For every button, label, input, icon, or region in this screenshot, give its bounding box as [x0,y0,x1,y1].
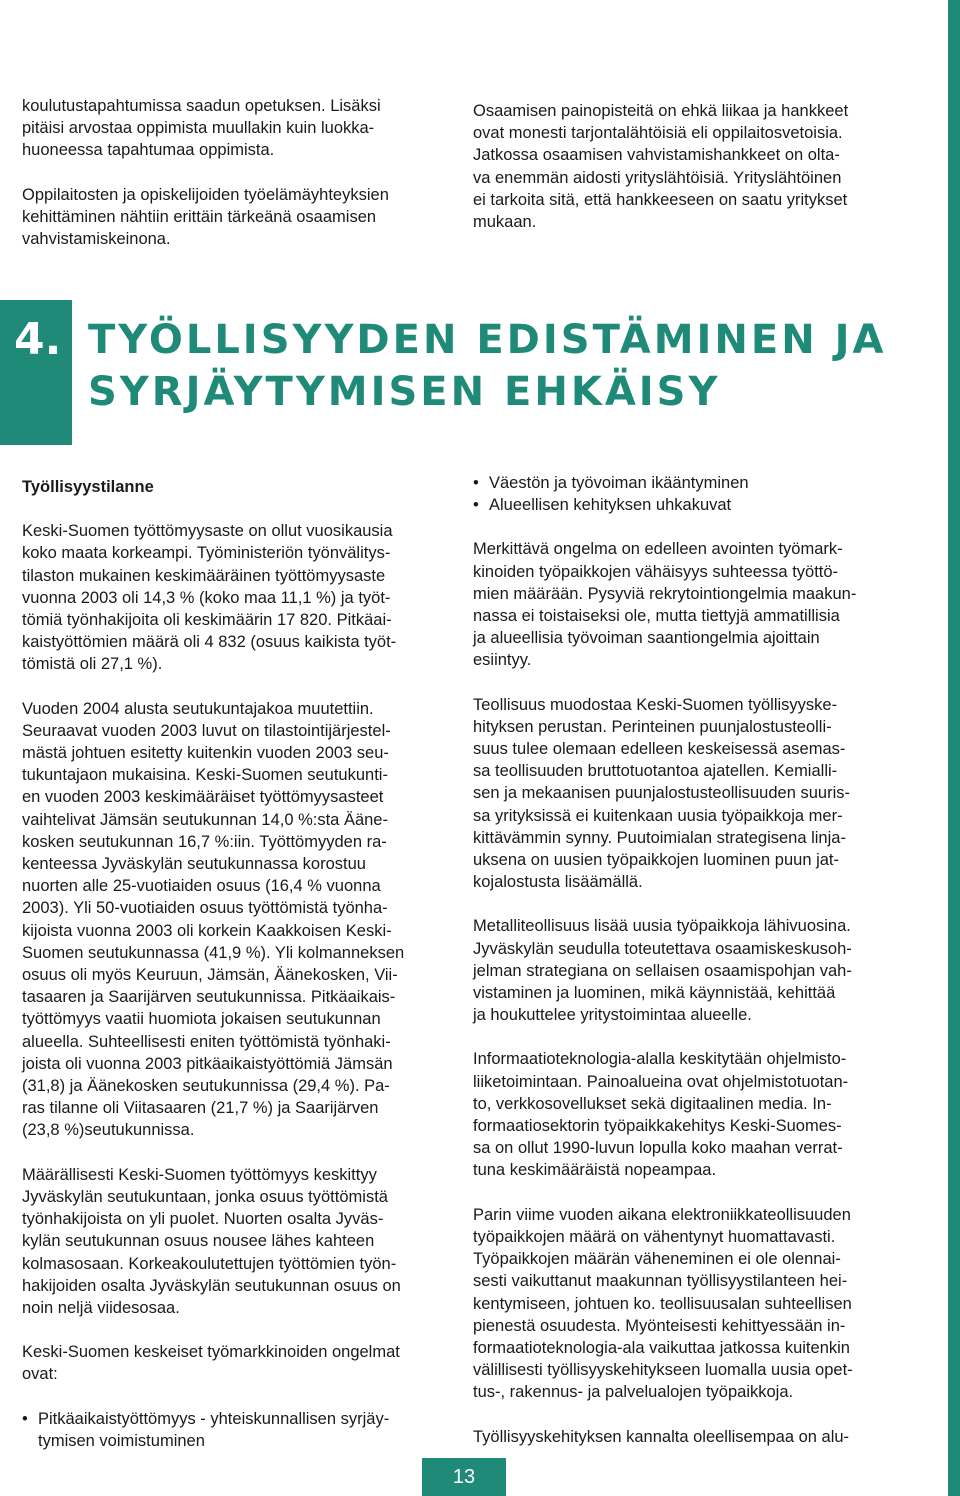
left-column [22,476,447,1452]
paragraph: Työllisyyskehityksen kannalta oleellisempaa on alu- [473,1427,850,1446]
paragraph: Merkittävä ongelma on edelleen avointen työmark- kinoiden työpaikkojen vähäisyys suhteessa työttö- mien määrään. Pysyviä rekrytointiongelmia maakun- nassa ei toistaiseksi ole, mutta tiettyjä ammatillisia ja alueellisia työvoiman saantiongelmia ajoittain esiintyy. [473,540,857,670]
paragraph: Metalliteollisuus lisää uusia työpaikkoja lähivuosina. Jyväskylän seudulla toteutettava osaamiskeskusoh- jelman strategiana on sellaisen osaamispohjan vah- vistaminen ja luominen, mikä käynnistää, kehittää ja houkuttelee yritystoimintaa alueelle. [473,917,852,1025]
section-title: TYÖLLISYYDEN EDISTÄMINEN JA SYRJÄYTYMISEN EHKÄISY [88,317,887,415]
paragraph: Informaatioteknologia-alalla keskitytään ohjelmisto- liiketoimintaan. Painoalueina ovat ohjelmistotuotan- to, verkkosovellukset sekä digitaalinen media. In- formaatiosektorin työpaikkakehitys Keski-Suomes- sa on ollut 1990-luvun lopulla koko maahan verrat- tuna keskimääräistä nopeampaa. [473,1050,849,1180]
paragraph: Osaamisen painopisteitä on ehkä liikaa ja hankkeet ovat monesti tarjontalähtöisiä eli oppilaitosvetoisia. Jatkossa osaamisen vahvistamishankkeet on olta- va enemmän aidosti yrityslähtöisiä. Yrityslähtöinen ei tarkoita sitä, että hankkeeseen on saatu yritykset mukaan. [473,102,849,232]
top-right-column [473,100,893,233]
page-number: 13 [422,1458,506,1496]
problem-list-continued [473,472,893,516]
paragraph: Määrällisesti Keski-Suomen työttömyys keskittyy Jyväskylän seutukuntaan, jonka osuus työttömistä työnhakijoista on yli puolet. Nuorten osalta Jyväs- kylän seutukunnan osuus nousee lähes kahteen kolmasosaan. Korkeakoulutettujen työttömien työn- hakijoiden osalta Jyväskylän seutukunnan osuus on noin neljä viidesosaa. [22,1165,401,1317]
paragraph: koulutustapahtumissa saadun opetuksen. Lisäksi pitäisi arvostaa oppimista muullakin kuin luokka- huoneessa tapahtumaa oppimista. [22,97,381,160]
paragraph: Oppilaitosten ja opiskelijoiden työelämäyhteyksien kehittäminen nähtiin erittäin tärkeänä osaamisen vahvistamiskeinona. [22,185,389,249]
problem-list [22,1408,447,1452]
section-heading [0,300,948,445]
paragraph: Keski-Suomen työttömyysaste on ollut vuosikausia koko maata korkeampi. Työministeriön työnvälitys- tilaston mukainen keskimääräinen työttömyysaste vuonna 2003 oli 14,3 % (koko maa 11,1 %) ja työt- tömiä työnhakijoita oli keskimäärin 17 820. Pitkäai- kaistyöttömien määrä oli 4 832 (osuus kaikista työt- tömistä oli 27,1 %). [22,522,397,674]
list-item: • Alueellisen kehityksen uhkakuvat [473,494,893,516]
list-item: • Pitkäaikaistyöttömyys - yhteiskunnallisen syrjäy- tymisen voimistuminen [22,1408,447,1452]
section-number-bar [0,300,72,445]
right-edge-accent-bar [948,0,960,1496]
subheading: Työllisyystilanne [22,478,154,496]
right-column [473,472,893,1448]
paragraph: Keski-Suomen keskeiset työmarkkinoiden ongelmat ovat: [22,1343,400,1384]
paragraph: Parin viime vuoden aikana elektroniikkateollisuuden työpaikkojen määrä on vähentynyt huomattavasti. Työpaikkojen määrän väheneminen ei ole olennai- sesti vaikuttanut maakunnan työllisyystilanteen hei- kentymiseen, johtuen ko. teollisuusalan suhteellisen pienestä osuudesta. Myönteisesti kehittyessään in- formaatioteknologia-ala vaikuttaa jatkossa kuitenkin välillisesti työllisyyskehitykseen luomalla uusia opet- tus-, rakennus- ja palvelualojen työpaikkoja. [473,1205,853,1402]
paragraph: Teollisuus muodostaa Keski-Suomen työllisyyske- hityksen perustan. Perinteinen puunjalostusteolli- suus tulee olemaan edelleen keskeisessä asemas- sa teollisuuden bruttotuotantoa ajatellen. Kemialli- sen ja mekaanisen puunjalostusteollisuuden suuris- sa yrityksissä ei kuitenkaan uusia työpaikkoja mer- kittävämmin synny. Puutoimialan strategisena linja- uksena on uusien työpaikkojen luominen puun jat- kojalostusta lisäämällä. [473,695,850,892]
list-item: • Väestön ja työvoiman ikääntyminen [473,472,893,494]
paragraph: Vuoden 2004 alusta seutukuntajakoa muutettiin. Seuraavat vuoden 2003 luvut on tilastointijärjestel- mästä johtuen esitetty kuitenkin vuoden 2003 seu- tukuntajaon mukaisina. Keski-Suomen seutukunti- en vuoden 2003 keskimääräiset työttömyysasteet vaihtelivat Jämsän seutukunnan 14,0 %:sta Ääne- kosken seutukunnan 16,7 %:iin. Työttömyyden ra- kenteessa Jyväskylän seutukunnassa korostuu nuorten alle 25-vuotiaiden osuus (16,4 % vuonna 2003). Yli 50-vuotiaiden osuus työttömistä työnha- kijoista vuonna 2003 oli korkein Kaakkoisen Keski- Suomen seutukunnassa (41,9 %). Yli kolmanneksen osuus oli myös Keuruun, Jämsän, Äänekosken, Vii- tasaaren ja Saarijärven seutukunnissa. Pitkäaikais- työttömyys vaatii huomiota jokaisen seutukunnan alueella. Suhteellisesti eniten työttömistä työnhaki- joista oli vuonna 2003 pitkäaikaistyöttömiä Jämsän (31,8) ja Äänekosken seutukunnissa (29,4 %). Pa- ras tilanne oli Viitasaaren (21,7 %) ja Saarijärven (23,8 %)seutukunnissa. [22,699,405,1140]
top-left-column [22,95,442,250]
section-number: 4. [14,314,62,365]
